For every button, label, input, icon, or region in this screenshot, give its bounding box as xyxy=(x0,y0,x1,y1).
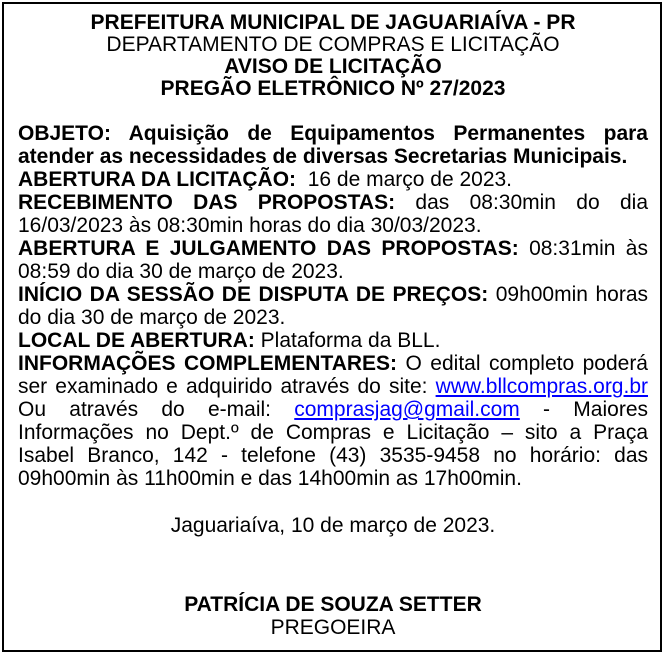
paragraph-inicio-sessao xyxy=(18,283,648,329)
objeto-label: OBJETO: xyxy=(18,122,111,145)
inicio-sessao-label: INÍCIO DA SESSÃO DE DISPUTA DE PREÇOS: xyxy=(18,283,489,306)
abertura-julgamento-text: 08:31min às 08:59 do dia 30 de março de 2023. xyxy=(18,237,648,283)
informacoes-text-1: O edital completo poderá ser examinado e adquirido através do site: xyxy=(18,352,648,398)
paragraph-abertura-licitacao xyxy=(18,168,648,191)
paragraph-recebimento-propostas xyxy=(18,191,648,237)
signer-name: PATRÍCIA DE SOUZA SETTER xyxy=(184,593,482,616)
municipality-title: PREFEITURA MUNICIPAL DE JAGUARIAÍVA - PR xyxy=(90,11,576,34)
abertura-julgamento-label: ABERTURA E JULGAMENTO DAS PROPOSTAS: xyxy=(18,237,519,260)
paragraph-local-abertura xyxy=(18,329,648,352)
inicio-sessao-text: 09h00min horas do dia 30 de março de 2023. xyxy=(18,283,648,329)
abertura-licitacao-text: 16 de março de 2023. xyxy=(296,168,513,191)
signer-role: PREGOEIRA xyxy=(270,616,396,639)
paragraph-objeto xyxy=(18,122,648,168)
informacoes-text-2: Ou através do e-mail: xyxy=(18,398,295,421)
paragraph-informacoes xyxy=(18,352,648,490)
local-abertura-label: LOCAL DE ABERTURA: xyxy=(18,329,255,352)
recebimento-propostas-label: RECEBIMENTO DAS PROPOSTAS: xyxy=(18,191,396,214)
notice-header xyxy=(18,12,648,100)
signature-block xyxy=(18,593,648,639)
department-subtitle: DEPARTAMENTO DE COMPRAS E LICITAÇÃO xyxy=(106,33,560,56)
site-link[interactable]: www.bllcompras.org.br xyxy=(435,375,648,398)
informacoes-text-3: - Maiores Informações no Dept.º de Compras e Licitação – sito a Praça Isabel Branco, 142 - telefone (43) 3535-9458 no horário: das 09h00min às 11h00min e das 14h00min as 17h00min. xyxy=(18,398,648,490)
notice-type-title: AVISO DE LICITAÇÃO xyxy=(224,55,442,78)
date-line: Jaguariaíva, 10 de março de 2023. xyxy=(170,514,496,537)
process-number-title: PREGÃO ELETRÔNICO Nº 27/2023 xyxy=(160,77,506,100)
local-abertura-text: Plataforma da BLL. xyxy=(254,329,441,352)
notice-body xyxy=(18,122,648,490)
objeto-text: Aquisição de Equipamentos Permanentes para atender as necessidades de diversas Secretarias Municipais. xyxy=(18,122,648,168)
informacoes-label: INFORMAÇÕES COMPLEMENTARES: xyxy=(18,352,398,375)
paragraph-abertura-julgamento xyxy=(18,237,648,283)
recebimento-propostas-text: das 08:30min do dia 16/03/2023 às 08:30min horas do dia 30/03/2023. xyxy=(18,191,649,237)
notice-document xyxy=(2,2,662,652)
email-link[interactable]: comprasjag@gmail.com xyxy=(294,398,520,421)
abertura-licitacao-label: ABERTURA DA LICITAÇÃO: xyxy=(18,168,297,191)
